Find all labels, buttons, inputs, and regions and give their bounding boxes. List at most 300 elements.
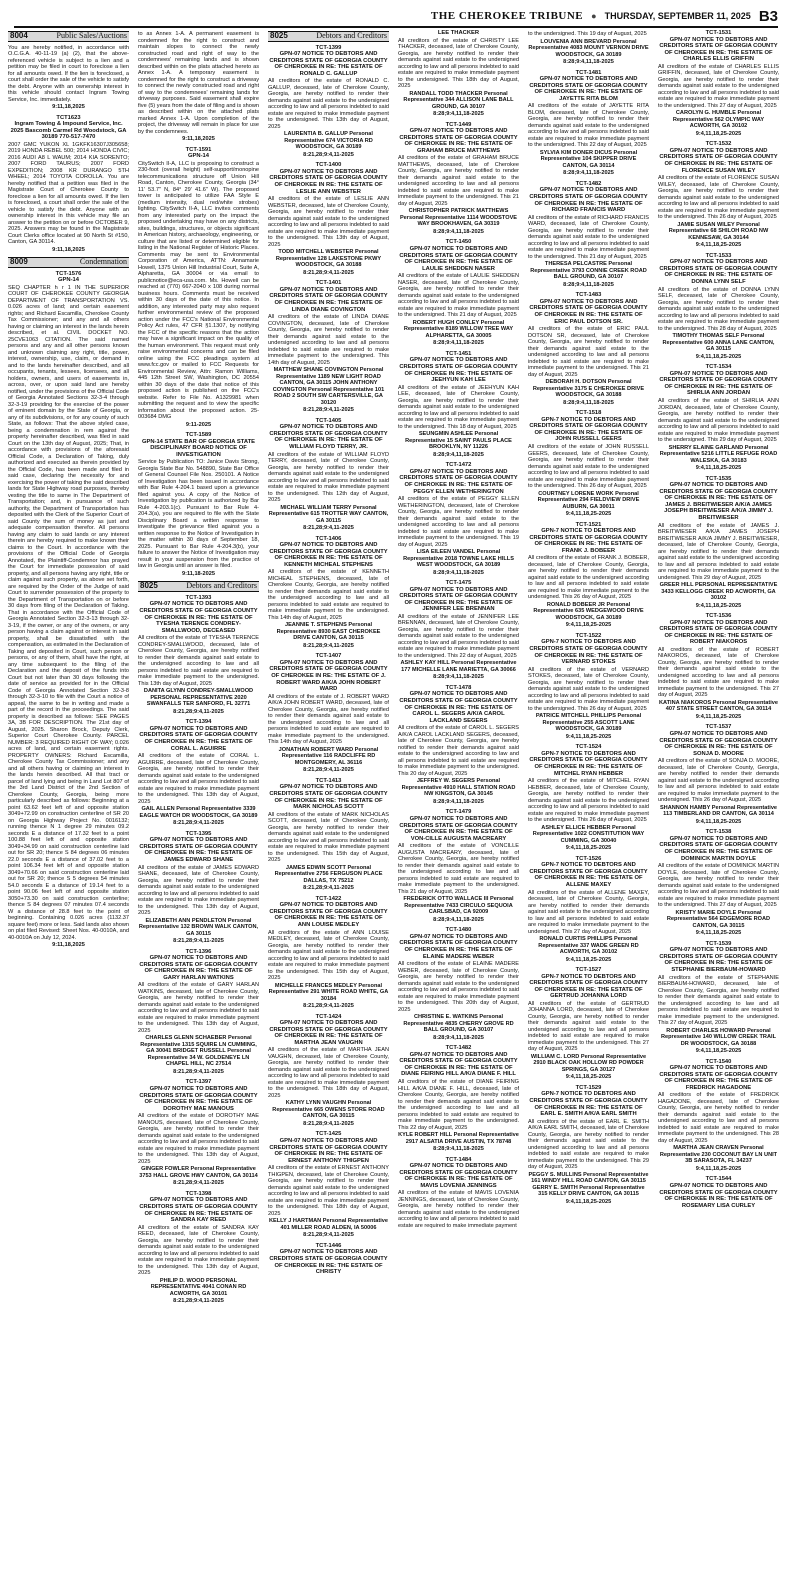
notice-run-dates: 9:4,11,18,25-2025 [695,353,742,360]
legal-notice [398,580,519,681]
notice-run-dates: 8:28;9:4,11,18-2025 [433,1146,484,1153]
notice-run-dates: 9:4,11,18,25-2025 [695,465,742,471]
separator-bullet-icon: ● [591,11,597,21]
notice-signature: ASHLEY ELLICE HEBBER Personal Representative 1022 CONSTITUTION WAY CUMMING, GA 30040 [532,824,645,844]
notice-id: TCT-1425 [315,1131,342,1138]
notice-id: TCT-1449 [445,121,472,128]
notice-id: TCT-1475 [445,580,472,587]
notice-body: All creditors of the estate of LESLIE ANN WEBSTER, deceased, late of Cherokee County, Georgia, are hereby notified to render their demands against said estate to the undersigned according to law and all persons indebted to said estate are required to make immediate payment to the undersigned. This 13th day of August, 2025 [268,196,389,248]
notice-run-dates: 9:11,18,2025 [52,246,85,253]
notice-body: All creditors of the estate of FLORENCE SUSAN WILEY, deceased, late of Cherokee County, Georgia, are hereby notified to render their demands against said estate to the undersigned according to law and all persons indebted to said estate are required to make immediate payment to the undersigned. This 26 day of August, 2025 [658,175,779,221]
notice-heading: GPN-7 NOTICE TO DEBTORS AND CREDITORS STATE OF GEORGIA COUNTY OF CHEROKEE IN RE: THE ESTATE OF GERTRUD JOHANNA LORD [529,973,648,1000]
notice-body: All creditors of the estate of TYESHA TERENCE CONDREY-SMALLWOOD, deceased, late of Cherokee County, Georgia, are hereby notified to render their demands against said estate to the undersigned according to law and all persons indebted to said estate are required to make immediate payment to the undersigned. This 13th day of August, 2025 [138,635,259,687]
legal-notice [658,141,779,248]
notice-id: TCT-1538 [705,829,732,836]
notice-heading: GPN-07 NOTICE TO DEBTORS AND CREDITORS STATE OF GEORGIA COUNTY OF CHEROKEE IN RE: THE ESTATE OF JAMES EDWARD SHANE [139,837,258,863]
legal-notice [398,351,519,458]
notice-heading: GPN-14 STATE BAR OF GEORGIA STATE DISCIPLINARY BOARD NOTICE OF INVESTIGATION [141,438,256,458]
section-header [138,581,259,592]
notice-id: TCT-1405 [315,417,342,424]
notice-signature: RONALD CURTIS PHILLIPS Personal Representative 337 WADE GREEN RD ACWORTH, GA 30102 [538,936,639,955]
legal-notice [138,1191,259,1305]
notice-body: All creditors of the estate of LAULIE SHEDDEN NASER, deceased, late of Cherokee County, Georgia, are hereby notified to render their demands against said estate to the undersigned according to law and all persons indebted to said estate are required to make immediate payment to the undersigned. This 21 day of August, 2025 [398,273,519,319]
notice-heading: GPN-07 NOTICE TO DEBTORS AND CREDITORS STATE OF GEORGIA COUNTY OF CHEROKEE IN RE: THE ESTATE OF FLORENCE SUSAN WILEY [659,147,778,174]
notice-id: TCT-1484 [445,1156,472,1163]
legal-notice [398,685,519,805]
notice-body: Service by Publication TO: Janice Davis Strong, Georgia State Bar No. 548890, State Bar Office of General Counsel File Nos. 250101. A Notice of Investigation has been issued in accordance with Bar Rule 4-204.1 based upon a grievance filed against you. A copy of the Notice of Investigation by publication is authorized by Bar Rule 4-203.1(c). Pursuant to Bar Rule 4-204.3(a), you are required to file with the State Disciplinary Board a written response to investigate the grievance filed against you a written response to the Notice of Investigation in the matter within 30 days of September 18, 2025. Pursuant to Bar Rule 4-204.3(b), your failure to answer the Notice of Investigation may result in your suspension from the practice of law in Georgia until an answer is filed. [138,459,259,570]
legal-notice [138,432,259,577]
legal-notice [658,253,779,360]
notice-body: All creditors of the estate of MARTHA JEAN VAUGHN, deceased, late of Cherokee County, Georgia, are hereby notified to render their demands against said estate to the undersigned according to law and all persons indebted to said estate are required to make immediate payment to the undersigned. This 18th day of August, 2025 [268,1047,389,1099]
notice-run-dates: 8:21,28;9:4,11-2025 [173,1180,224,1187]
notice-body: to as Annex 1-A. A permanent easement is condemned for the right to construct and maintain slopes to connect the newly constructed road and right of way to the condemnees' remaining lands and is shown described within on the plats attached hereto as Annex 1-A. A temporary easement is condemned for the right to construct a driveway to connect the newly constructed road and right of way to the condemnees' remaining lands for driveway purposes. Said easement shall expire five (5) years from the date of filing and is shown as described within on the attached plats marked Annex 1-A. Upon completion of the project, the driveway will remain in place for use by the condemnees. [138,31,259,135]
notice-signature: CAROLYN G. HUMBLE Personal Representative 562 OLYMPIC WAY ACWORTH, GA 30102 [672,110,765,130]
legal-notice [138,147,259,429]
notice-run-dates: 8:28;9:4,11,18-2025 [433,340,484,347]
notice-body: All creditors of the estate of JENNIFER LEE BRENNAN, deceased, late of Cherokee County, Georgia, are hereby notified to render their demands against said estate to the undersigned according to law and all persons indebted to said estate are required to make immediate payment to the undersigned. This 22 day of August, 2025 [398,613,519,659]
notice-body: All creditors of the estate of GRAHAM BRUCE MATTHEWS, deceased, late of Cherokee County, Georgia, are hereby notified to render their demands against said estate to the undersigned according to law and all persons indebted to said estate are required to make immediate payment to the undersigned. This 21 day of August, 2025 [398,155,519,207]
legal-notice [658,724,779,825]
notice-body: All creditors of the estate of JAMES J. BREITWIESER A/K/A JAMES JOSEPH BREITWIESER A/K/A JIMMY J. BREITWIESER, deceased, late of Cherokee County, Georgia, are hereby notified to render their demands against said estate to the undersigned according to law and all persons indebted to said estate are required to make immediate payment to the undersigned. This 29 day of August, 2025 [658,522,779,581]
notice-signature: ASHLEY KAY HILL Personal Representative 177 MICHELLE LANE MARIETTA, GA 30066 [400,660,517,673]
notice-id: TCT-1401 [315,280,342,287]
notice-id: TCT-1539 [705,940,732,947]
notice-signature: JAMES EDWIN SCOTT Personal Representative 2756 FERGUSON PLACE DALLAS, TX 75212 [274,864,383,884]
notice-body: All creditors of the estate of DOROTHY MAE MANOUS, deceased, late of Cherokee County, Georgia, are hereby notified to render their demands against said estate to the undersigned according to law and all persons indebted to said estate are required to make immediate payment to the undersigned. This 13th day of August, 2025 [138,1113,259,1165]
notice-signature: CHARLES GLENN SCHAEBER Personal Representative 1315 SQUIRE LN CUMMING, GA 30041 BRIDGET RUSSELL Personal Representative 34 W. GOLDENEYE LN CHAPEL HILL, NC 27514 [140,1035,257,1068]
notice-id: TCT-1591 [185,146,212,153]
notice-run-dates: 9:11,18,2025 [52,942,85,949]
notice-signature: GINGER FOWLER Personal Representative 3753 HALL GROVE HWY CANTON, GA 30114 [139,1166,258,1179]
notice-id: TCT-1397 [185,1079,212,1086]
notice-run-dates: 9:11,18,2025 [52,104,85,110]
legal-notice [658,829,779,936]
notice-run-dates: 8:21,28;9:4,11-2025 [173,938,224,945]
notice-id: TCT-1400 [315,162,342,169]
notice-heading: GPN-07 NOTICE TO DEBTORS AND CREDITORS STATE OF GEORGIA COUNTY OF CHEROKEE IN RE: THE ESTATE OF RICHARD FRANCIS WARD [529,187,648,214]
notice-signature: ROBERT HUGH CONLEY Personal Representative 8189 WILLOW TREE WAY ALPHARETTA, GA 30005 [403,319,514,339]
notice-signature: SHANNON HAMBY Personal Representative 113 TIMBERLAND DR CANTON, GA 30114 [659,804,778,818]
notice-id: TCT-1522 [575,632,602,639]
legal-notice [528,633,649,740]
notice-signature: MICHAEL WILLIAM TERRY Personal Representative 615 TROTTER WAY CANTON, GA 30115 [268,504,389,524]
notice-heading: GPN-7 NOTICE TO DEBTORS AND CREDITORS STATE OF GEORGIA COUNTY OF CHEROKEE IN RE: THE ESTATE OF ALLENE MAXEY [529,862,648,888]
notice-heading: GPN-07 NOTICE TO DEBTORS AND CREDITORS STATE OF GEORGIA COUNTY OF CHEROKEE IN RE: THE ESTATE OF ELAINE MADERE WEBER [399,933,518,960]
notice-signature: SYLVIA KIM DONER DICUS Personal Representative 104 SKIPPER DRIVE CANTON, GA 30114 [539,149,638,169]
notice-run-dates: 9:4,11,18,25-2025 [695,1048,742,1055]
notice-run-dates: 8:21,28;9:4,11-2025 [303,767,354,774]
notice-id: TCT-1482 [445,1045,472,1052]
notice-heading: GPN-07 NOTICE TO DEBTORS AND CREDITORS STATE OF GEORGIA COUNTY OF CHEROKEE IN RE: THE ESTATE OF GRAHAM BRUCE MATTHEWS [399,128,518,154]
notice-run-dates: 9:4,11,18,25-2025 [565,622,612,629]
legal-notice [398,239,519,346]
notice-run-dates: 8:28;9:4,11,18-2025 [433,674,484,681]
notice-signature: JAMIE SUSAN WILEY Personal Representative 68 SHILOH ROAD NW KENNESAW, GA 30144 [668,221,769,241]
notice-heading: GPN-07 NOTICE TO DEBTORS AND CREDITORS STATE OF GEORGIA COUNTY OF CHEROKEE IN RE: THE ESTATE OF DOMINICK MARTIN DOYLE [659,835,778,862]
notice-id: TCT-1518 [575,410,602,417]
notice-id: TCT-1533 [705,252,732,259]
notice-heading: GPN-7 NOTICE TO DEBTORS AND CREDITORS STATE OF GEORGIA COUNTY OF CHEROKEE IN RE: THE ESTATE OF MITCHEL RYAN HEBBER [529,750,648,777]
column-4 [398,30,519,1578]
notice-signature: JEANNIE T. STEPHENS Personal Representative 8930 EAST CHEROKEE DRIVE CANTON, GA 30115 [276,622,381,642]
notice-id: TCT-1537 [705,724,732,731]
section-title: Condemnation [79,257,127,267]
legal-notice [138,949,259,1076]
notice-signature: SHERRY ELAINE GARLAND Personal Representative 5216 LITTLE REFUGE ROAD WALESKA, GA 30183 [659,444,778,464]
notice-run-dates: 9:4,11,18,25-2025 [695,130,742,137]
legal-notice [528,31,649,66]
notice-body: All creditors of the estate of RONALD C. GALLUP, deceased, late of Cherokee County, Georgia, are hereby notified to render their demands against said estate to the undersigned according to law and all persons indebted to said estate are required to make immediate payment to the undersigned. This 13th day of August, 2025 [268,78,389,130]
notice-signature: MARTHA JEAN CRAVEN Personal Representative 230 COCONUT BAY LN UNIT 3B SARASOTA, FL 34237 [659,1145,778,1165]
notice-signature: GREER HILL PERSONAL REPRESENTATIVE 3433 KELLOGG CREEK RD ACWORTH, GA 30102 [659,582,778,602]
notice-heading: GPN-7 NOTICE TO DEBTORS AND CREDITORS STATE OF GEORGIA COUNTY OF CHEROKEE IN RE: THE ESTATE OF EARL E. SMITH A/K/A EARL SMITH [529,1091,648,1118]
notice-heading: GPN-07 NOTICE TO DEBTORS AND CREDITORS STATE OF GEORGIA COUNTY OF CHEROKEE IN RE: THE ESTATE OF TYESHA TERENCE CONDREY-SMALLWOOD, DECEASED [139,601,258,634]
notice-run-dates: 9:11,18-2025 [182,570,215,577]
column-1 [8,30,129,1578]
notice-id: TCT-1407 [315,653,342,660]
issue-date: THURSDAY, SEPTEMBER 11, 2025 [604,11,751,21]
notice-signature: COURTNEY LORENE WORK Personal Representative 294 FIELDVIEW DRIVE AUBURN, GA 30011 [537,490,640,510]
notice-run-dates: 9:4,11,18,25-2025 [565,956,612,963]
notice-body: All creditors of the estate of JAYETTE RITA BLOM, deceased, late of Cherokee County, Georgia, are hereby notified to render their demands against said estate to the undersigned according to law and all persons indebted to said estate are required to make immediate payment to the undersigned. This 22 day of August, 2025 [528,103,649,149]
legal-notice [658,1176,779,1209]
notice-heading: GPN-07 NOTICE TO DEBTORS AND CREDITORS STATE OF GEORGIA COUNTY OF CHEROKEE IN RE: THE ESTATE OF MAVIS LOVENIA JENNINGS [399,1163,518,1189]
notice-body: All creditors of the estate of JEEHYUN KAH LEE, deceased, late of Cherokee County, Georgia, are hereby notified to render their demands against said estate to the undersigned according to law and all persons indebted to said estate are required to make immediate payment to the undersigned. This 18 day of August, 2025 [398,384,519,430]
notice-run-dates: 8:28;9:4,11,18-2025 [433,798,484,805]
notice-body: All creditors of the estate of CAROL L. SEGERS A/K/A CAROL LACKLAND SEGERS, deceased, late of Cherokee County, Georgia, are hereby notified to render their demands against said estate to the undersigned according to law and all persons indebted to said estate are required to make immediate payment to the undersigned. This 20 day of August, 2025 [398,725,519,777]
notice-heading: GPN-07 NOTICE TO DEBTORS AND CREDITORS STATE OF GEORGIA COUNTY OF CHEROKEE IN RE: THE ESTATE OF ERNEST ANTHONY THIGPEN [269,1137,388,1164]
notice-run-dates: 8:28;9:4,11,18-2025 [433,451,484,458]
legal-notice [658,476,779,610]
notice-heading: GPN-07 NOTICE TO DEBTORS AND CREDITORS STATE OF GEORGIA COUNTY OF CHEROKEE IN RE: THE ESTATE OF CHRISTY [269,1249,388,1276]
notice-heading: GPN-07 NOTICE TO DEBTORS AND CREDITORS STATE OF GEORGIA COUNTY OF CHEROKEE IN RE: THE ESTATE OF STEPHANIE BIERBAUM-HOWARD [659,947,778,973]
notice-signature: JONATHAN ROBERT WARD Personal Representative 116 RADCLIFFE RD MONTGOMERY, AL 36116 [278,746,379,766]
notice-id: TCT-1478 [445,684,472,691]
notice-body: 2007 GMC YUKON XL 1GKFK16307J305658; 2019 HONDA REBEL 500; 2014 HONDA CIVIC; 2016 AUDI A8 L WAUM; 2014 KIA SORENTO; 2007 FORD TAURUS; 2007 FORD EXPEDITION; 2008 KR DURANGO 5TH WHEEL; 2014 TOYOTA COROLLA. You are hereby notified that a petition was filed in the Magistrate Court of Cherokee County to foreclose a lien for all amounts owed. If the lien is foreclosed, a court shall order the sale of the vehicle to satisfy the debt. Anyone with an ownership interest in this vehicle may file an answer to the petition on or before OCTOBER 9, 2025. Answers may be found in the Magistrate Court Clerks office located at 90 North St #150, Canton, GA 30114. [8,141,129,246]
notice-run-dates: 8:21,28;9:4,11-2025 [173,1298,224,1305]
notice-body: All creditors of the estate of SHIRLIA ANN JORDAN, deceased, late of Cherokee County, Georgia, are hereby notified to render their demands against said estate to the undersigned according to law and all persons indebted to said estate are required to make immediate payment to the undersigned. This 29 day of August, 2025 [658,398,779,443]
legal-notice [398,462,519,576]
notice-signature: MATTHEW SHANE COVINGTON Personal Representative 1189 NEW LIGHT ROAD CANTON, GA 30115 JOHN ANTHONY COVINGTON Personal Representative 101 ROAD 2 SOUTH SW CARTERSVILLE, GA 30120 [272,367,385,406]
legal-notice [398,122,519,236]
legal-notice [268,536,389,650]
notice-heading: GPN-07 NOTICE TO DEBTORS AND CREDITORS STATE OF GEORGIA COUNTY OF CHEROKEE IN RE: THE ESTATE OF JAMES J. BREITWIESER A/K/A JAMES JOSEPH BREITWIESER A/K/A JIMMY J. BREITWIESER [659,482,778,521]
notice-body: All creditors of the estate of CHARLES ELLIS GRIFFIN, deceased, late of Cherokee County, Georgia, are hereby notified to render their demands against said estate to the undersigned according to law and all persons indebted to said estate are required to make immediate payment to the undersigned. This 27 day of August, 2025 [658,63,779,109]
notice-body: All creditors of the estate of CORAL L. AGUIRRE, deceased, late of Cherokee County, Georgia, are hereby notified to render their demands against said estate to the undersigned according to law and all persons indebted to said estate are required to make immediate payment to the undersigned. This 13th day of August, 2025 [138,753,259,805]
notice-id: TCT-1482 [575,180,602,187]
notice-heading: GPN-07 NOTICE TO DEBTORS AND CREDITORS STATE OF GEORGIA COUNTY OF CHEROKEE IN RE: THE ESTATE OF RONALD C. GALLUP [269,51,388,77]
notice-body: All creditors of the estate of LINDA DIANE COVINGTON, deceased, late of Cherokee County, Georgia, are hereby notified to render their demands against said estate to the undersigned according to law and all persons indebted to said estate are required to make immediate payment to the undersigned. This 14th day of August, 2025 [268,314,389,366]
notice-run-dates: 8:21,28;9:4,11-2025 [173,708,224,715]
notice-heading: LEE THACKER [437,30,480,36]
notice-body: All creditors of the estate of ERIC PAUL DOTSON SR, deceased, late of Cherokee County, Georgia, are hereby notified to render their demands against said estate to the undersigned according to law and all persons indebted to said estate are required to make immediate payment to the undersigned. This 21 day of August, 2025 [528,326,649,378]
notice-id: TCT-1483 [575,292,602,299]
notice-id: TCT-1450 [445,239,472,246]
notice-signature: DEBORAH H. DOTSON Personal Representative 3175 E CHEROKEE DRIVE WOODSTOCK, GA 30188 [532,379,645,399]
legal-notice [528,70,649,177]
notice-id: TCT-1398 [185,1190,212,1197]
notice-body: All creditors of the estate of GARY HARLAN WATKINS, deceased, late of Cherokee County, Georgia, are hereby notified to render their demands against said estate to the undersigned according to law and all persons indebted to said estate are required to make immediate payment to the undersigned. This 13th day of August, 2025 [138,982,259,1034]
notice-run-dates: 8:28;9:4,11,18-2025 [563,399,614,406]
notice-id: TCT-1480 [445,927,472,934]
notice-signature: KATHY LYNN VAUGHN Personal Representative 665 OWENS STORE ROAD CANTON, GA 30115 [272,1100,385,1120]
notice-body: All creditors of the estate of PEGGY ELLEN WETHERINGTON, deceased, late of Cherokee County, Georgia, are hereby notified to render their demands against said estate to the undersigned according to law and all persons indebted to said estate are required to make immediate payment to the undersigned. This 19 day of August, 2025 [398,496,519,548]
notice-run-dates: 9:11-2025 [185,421,212,428]
column-5 [528,30,649,1578]
notice-heading: GPN-07 NOTICE TO DEBTORS AND CREDITORS STATE OF GEORGIA COUNTY OF CHEROKEE IN RE: THE ESTATE OF SHIRLIA ANN JORDAN [659,370,778,397]
notice-signature: ROBERT CHARLES HOWARD Personal Representative 140 WILLOW CREEK TRAIL DR WOODSTOCK, GA 30188 [660,1027,776,1047]
notice-body: All creditors of the estate of KENNETH MICHEAL STEPHENS, deceased, late of Cherokee County, Georgia, are hereby notified to render their demands against said estate to the undersigned according to law and all persons indebted to said estate are required to make immediate payment to the undersigned. This 14th day of August, 2025 [268,569,389,621]
notice-signature: FREDERICK OTTO WALLACE III Personal Representative 7433 CIRCULO SEQUOIA CARLSBAD, CA 92009 [403,896,514,916]
notice-signature: RANDALL TODD THACKER Personal Representative 344 ALLISON LANE BALL GROUND, GA 30107 [403,90,514,110]
legal-notice [528,856,649,963]
notice-signature: GAIL ALLEN Personal Representative 3339 EAGLE WATCH DR WOODSTOCK, GA 30189 [139,806,258,819]
notice-signature: LAURENTIA B. GALLUP Personal Representative 674 VICTORIA RD WOODSTOCK, GA 30189 [284,131,373,151]
notice-body: All creditors of the estate of MITCHEL RYAN HEBBER, deceased, late of Cherokee County, Georgia, are hereby notified to render their demands against said estate to the undersigned according to law and all persons indebted to said estate are required to make immediate payment to the undersigned. This 26 day of August, 2025 [528,778,649,824]
notice-run-dates: 9:4,11,18,25-2025 [695,242,742,249]
notice-id: TCT-1524 [575,744,602,751]
notice-id: TCT-1540 [705,1058,732,1065]
legal-notice [398,809,519,923]
notice-signature: WILLIAM C. LORD Personal Representative 2910 BLACK OAK HOLLOW RD POWDER SPRINGS, GA 30127 [530,1053,647,1073]
notice-body: All creditors of the estate of ANN LOUISE MEDLEY, deceased, late of Cherokee County, Georgia, are hereby notified to render their demands against said estate to the undersigned according to law and all persons indebted to said estate are required to make immediate payment to the undersigned. This 15th day of August, 2025 [268,929,389,982]
notice-id: TCT-1529 [575,1084,602,1091]
newspaper-title: THE CHEROKEE TRIBUNE [430,10,584,22]
legal-notice [268,418,389,532]
notice-run-dates: 8:21,28;9:4,11-2025 [303,269,354,276]
notice-heading: GPN-07 NOTICE TO DEBTORS AND CREDITORS STATE OF GEORGIA COUNTY OF CHEROKEE IN RE: THE ESTATE OF VON-CILLE AUGUSTA MACREARY [399,815,518,842]
notice-run-dates: 9:4,11,18,25-2025 [695,713,742,720]
section-number: 8025 [270,31,288,40]
notice-body: CitySwitch II-A, LLC is proposing to construct a 230-foot (overall height) self-support/monopine telecommunications structure off Union Hill Road, Canton, Cherokee County, Georgia (34° 11' 53.7" N, 84° 29' 41.6" W). The proposed tower is anticipated to utilize FAA Style E (medium intensity, dual red/white strobes) lighting. CitySwitch II-A, LLC invites comments from any interested party on the impact the proposed undertaking may have on any districts, sites, buildings, structures, or objects significant in American history, archaeology, engineering, or culture that are listed or determined eligible for listing in the National Register of Historic Places. Comments may be sent to Environmental Corporation of America, ATTN: Annamarie Howell, 1375 Union Hill Industrial Court, Suite A, Alpharetta, GA 30004 or via email to publicnotice@eca-usa.com. Ms. Howell can be reached at (770) 667-2040 x 108 during normal business hours. Comments must be received within 30 days of the date of this notice. In addition, any interested party may also request further environmental review of the proposed action under the FCC's National Environmental Policy Act rules, 47 CFR §1.1307, by notifying the FCC of the specific reasons that the action may have a significant impact on the quality of the human environment. This request must only raise environmental concerns and can be filed online using the FCC pleadings system at www.fcc.gov or mailed to FCC Requests for Environmental Review, Attn: Ramon Williams, 445 12th Street SW, Washington, DC 20554 within 30 days of the date that notice of this proposed action is published on the FCC's website. Refer to File No. A1329981 when submitting the request and to view the specific information about the proposed action. 25-003684 DMG [138,160,259,421]
legal-notice [268,653,389,773]
notice-id: TCT-1532 [705,141,732,148]
notice-signature: CHRISTINE E. WATKINS Personal Representative 4835 CHERRY GROVE RD BALL GROUND, GA 30107 [403,1014,514,1034]
legal-notice [528,1085,649,1205]
legal-notice [268,778,389,892]
notice-body: All creditors of the estate of ALLENE MAXEY, deceased, late of Cherokee County, Georgia, are hereby notified to render their demands against said estate to the undersigned according to law and all persons indebted to said estate are required to make immediate payment to the undersigned. This 27 day of August, 2025 [528,889,649,935]
notice-id: TCT-1526 [575,855,602,862]
notice-run-dates: 8:28;9:4,11,18-2025 [433,111,484,118]
legal-notice [268,1131,389,1238]
legal-notice [658,1059,779,1173]
notice-signature: RONALD BOBEER JR Personal Representative 635 WEDGEWOOD DRIVE WOODSTOCK, GA 30189 [533,601,644,621]
section-title: Debtors and Creditors [316,31,387,40]
legal-notice [8,45,129,111]
notice-run-dates: 8:28;9:4,11,18-2025 [433,916,484,923]
column-6 [658,30,779,1578]
notice-body: All creditors of the estate of MAVIS LOVENIA JENNINGS, deceased, late of Cherokee County, Georgia, are hereby notified to render their demands against said estate to the undersigned according to law and all persons indebted to said estate are required to make immediate payment [398,1190,519,1229]
notice-run-dates: 8:28;9:4,11,18-2025 [563,170,614,177]
notice-heading: GPN-07 NOTICE TO DEBTORS AND CREDITORS STATE OF GEORGIA COUNTY OF CHEROKEE IN RE: THE ESTATE OF DOROTHY MAE MANOUS [139,1085,258,1112]
notice-signature: PHILIP D. WOOD PERSONAL REPRESENTATIVE 4041 CONAN RD ACWORTH, GA 30101 [150,1277,247,1297]
notice-heading: GPN-07 NOTICE TO DEBTORS AND CREDITORS STATE OF GEORGIA COUNTY OF CHEROKEE IN RE: THE ESTATE OF ROBERT NIAKOROS [659,619,778,646]
notice-heading: GPN-07 NOTICE TO DEBTORS AND CREDITORS STATE OF GEORGIA COUNTY OF CHEROKEE IN RE: THE ESTATE OF DIANE FEIRING HILL A/K/A DIANE F. HILL [399,1051,518,1078]
notice-run-dates: 8:28;9:4,11,18-2025 [433,1034,484,1041]
notice-signature: ELIZABETH ANN PENDLETON Personal Representative 132 BROWN WALK CANTON, GA 30115 [138,917,259,937]
notice-body: SEQ CHAPTER h r 1 IN THE SUPERIOR COURT OF CHEROKEE COUNTY GEORGIA DEPARTMENT OF TRANSPORTATION VS. 0.026 acres of land; and certain easement rights; and Richard Escamilla, Cherokee County Tax Commissioner; and any and all others having or claiming an interest in the lands herein described, et al. CIVIL DOCKET NO. 25CVE1063 CITATION. The said named persons and any and all other persons known and unknown claiming any right, title, power, interest, ownership, use, claim, or demand in and to the lands hereinafter described, and all occupants, tenants, lessees, licensees, and all holders, owners, and users of easements in, across, over, or upon said land are hereby notified, under the provisions of the Official Code of Georgia Annotated Sections 32-3-4 through 32-3-19 providing for the exercise of the power of eminent domain by the State of Georgia, or any of its subdivisions, or for any county of such State, as follows: That the above styled case, being a condemnation in rem against the property hereinafter described, was filed in said Court on the 13th day of August, 2025; That, in accordance with provisions of the aforesaid Official Code, a Declaration of Taking, duly authorized and executed as therein provided by the Official Code, has been made and filed in said case, declaring the necessity for and exercising the power of taking the said described lands for State Highway road purposes, thereby vesting the title to same in The Department of Transportation; and, in pursuance of such authority, the Department of Transportation has deposited with the Clerk of the Superior Court of said County the sum of money as just and adequate compensation therefor. All persons having any claim to said lands or any interest therein are hereby required to make known their claims to the Court. In accordance with the provisions of the Official Code of Georgia Annotated, the Plaintiff-Condemnor has prayed the Court for immediate possession of said property, and all persons having any right, title or claim against such property, as above set forth, are required by the Order of the Judge of said Court to surrender possession of the property to the Department of Transportation on or before 30 days from filing of the Declaration of Taking. That in accordance with the Official Code of Georgia Annotated Section 32-3-13 through 32-3-19, if the owner, or any of the owners, or any person having a claim against or interest in said property, shall be dissatisfied with the compensation, as estimated in the Declaration of Taking and deposited in Court, such person or persons, or any of them, shall have the right, at any time subsequent to the filing of the Declaration and the deposit of the funds into Court but not later than 30 days following the date of service as provided for in the Official Code of Georgia Annotated Section 32-3-8 through 32-3-10 to file with the Court a notice of appeal, the same to be in writing and made a part of the record in the proceedings. The said property is described as follows: SEE PAGES 3A, 3B FOR DESCRIPTION. The 21st day of August, 2025. Sharon Brock, Deputy Clerk, Superior Court Cherokee County. PARCEL NUMBER: 3 REQUIRED RIGHT OF WAY; 0.026 acres of land, and certain easement rights. PROPERTY OWNERS: Richard Escamilla, Cherokee County Tax Commissioner; and any and all others having or claiming an interest in the lands herein described. All that tract or parcel of land lying and being in Land Lot 807 of the 3rd Land District of the 2nd Section of Cherokee County, Georgia, being more particularly described as follows: Beginning at a point 63.62 feet left of and opposite station 3049+72.99 on construction centerline of SR 20 on Georgia Highway Project No. 0016132; running thence N 1 degree 29 minutes 09.2 seconds E a distance of 17.32 feet to a point 100.88 feet left of and opposite station 3049+34.99 on said construction centerline laid out for SR 20; thence S 84 degrees 06 minutes 22.0 seconds E a distance of 37.02 feet to a point 106.34 feet left of and opposite station 3049+70.66 on said construction centerline laid out for SR 20; thence S 5 degrees 54 minutes 54.0 seconds E a distance of 19.14 feet to a point 90.06 feet left of and opposite station 3050+73.30 on said construction centerline; thence S 84 degrees 07 minutes 07.4 seconds W a distance of 28.8 feet to the point of beginning. Containing 0.026 acres (1132.37 square feet) more or less. Said lands also shown on plat filed Revised: Sheet Nos. 40-0010A, and 40-0010A on July 12, 2024. [8,284,129,941]
notice-id: TCT-1472 [445,462,472,469]
notice-id: TCT-1399 [315,44,342,51]
section-header [268,31,389,42]
notice-body: All creditors of the estate of VONCILLE AUGUSTA MACREARY, deceased, late of Cherokee County, Georgia, are hereby notified to render their demands against said estate to the undersigned according to law and all persons indebted to said estate are required to make immediate payment to the undersigned. This 21 day of August, 2025 [398,843,519,895]
notice-id: TCT-1589 [185,432,212,439]
notice-run-dates: 9:4,11,18,25-2025 [565,845,612,852]
legal-notice [8,115,129,254]
section-header [8,257,129,268]
notice-id: TCT-1413 [315,777,342,784]
notice-run-dates: 9:4,11,18,25-2025 [565,733,612,740]
notice-heading: GPN-07 NOTICE TO DEBTORS AND CREDITORS STATE OF GEORGIA COUNTY OF CHEROKEE IN RE: THE ESTATE OF SANDRA KAY REED [139,1197,258,1224]
notice-body: All creditors of the estate of GERTRUD JOHANNA LORD, deceased, late of Cherokee County, Georgia, are hereby notified to render their demands against said estate to the undersigned according to law and all persons indebted to said estate are required to make immediate payment to the undersigned. This 27 day of August, 2025 [528,1000,649,1053]
notice-run-dates: 8:28;9:4,11,18-2025 [563,281,614,288]
notice-body: All creditors of the estate of WILLIAM FLOYD TERRY, deceased, late of Cherokee County, Georgia, are hereby notified to render their demands against said estate to the undersigned according to law and all persons indebted to said estate are required to make immediate payment to the undersigned. This 12th day of August, 2025 [268,451,389,503]
notice-run-dates: 9:4,11,18,25-2025 [565,1074,612,1081]
notice-run-dates: 8:21,28;9:4,11-2025 [303,525,354,531]
notice-heading: GPN-07 NOTICE TO DEBTORS AND CREDITORS STATE OF GEORGIA COUNTY OF CHEROKEE IN RE: THE ESTATE OF JEEHYUN KAH LEE [399,357,518,384]
legal-notice [268,45,389,159]
notice-heading: GPN-07 NOTICE TO DEBTORS AND CREDITORS STATE OF GEORGIA COUNTY OF CHEROKEE IN RE: THE ESTATE OF MARTHA JEAN VAUGHN [269,1020,388,1046]
section-header [8,31,129,42]
notice-body: All creditors of the estate of SONJA D. MOORE, deceased, late of Cherokee County, Georgia, are hereby notified to render their demands against said estate to the undersigned according to law and all persons indebted to said estate are required to make immediate payment to the undersigned. This 26 day of August, 2025 [658,758,779,804]
notice-id: TCT-1531 [705,30,732,36]
notice-id: TCT-1481 [575,69,602,76]
notice-id: TCT-1536 [705,613,732,620]
legal-notice [138,595,259,715]
notice-run-dates: 9:4,11,18,25-2025 [565,511,612,517]
notice-body: All creditors of the estate of J. ROBERT WARD A/K/A JOHN ROBERT WARD, deceased, late of Cherokee County, Georgia, are hereby notified to render their demands against said estate to the undersigned according to law and all persons indebted to said estate are required to make immediate payment to the undersigned. This 14th day of August, 2025 [268,693,389,746]
notice-body: All creditors of the estate of RICHARD FRANCIS WARD, deceased, late of Cherokee County, Georgia, are hereby notified to render their demands against said estate to the undersigned according to law and all persons indebted to said estate are required to make immediate payment to the undersigned. This 21 day of August, 2025 [528,214,649,260]
legal-notice [398,30,519,118]
notice-run-dates: 8:21,28;9:4,11-2025 [173,1068,224,1075]
section-title: Public Sales/Auctions [56,31,127,40]
notice-body: All creditors of the estate of EARL E. SMITH A/K/A EARL SMITH, deceased, late of Cherokee County, Georgia, are hereby notified to render their demands against said estate to the undersigned according to law and all persons indebted to said estate are required to make immediate payment to the undersigned. This 29 day of August, 2025 [528,1118,649,1171]
notice-heading: GPN-07 NOTICE TO DEBTORS AND CREDITORS STATE OF GEORGIA COUNTY OF CHEROKEE IN RE: THE ESTATE OF JENNIFER LEE BRENNAN [399,586,518,613]
notice-id: TCT-1521 [575,521,602,528]
notice-signature: MICHELLE FRANCES MEDLEY Personal Representative 291 WHITE ROAD WHITE, GA 30184 [268,982,389,1002]
notice-heading: GPN-07 NOTICE TO DEBTORS AND CREDITORS STATE OF GEORGIA COUNTY OF CHEROKEE IN RE: THE ESTATE OF DONNA LYNN SELF [659,259,778,286]
notice-heading: GPN-07 NOTICE TO DEBTORS AND CREDITORS STATE OF GEORGIA COUNTY OF CHEROKEE IN RE: THE ESTATE OF CAROL L. SEGERS A/K/A CAROL LACKLAND SEGERS [399,691,518,724]
notice-body: All creditors of the estate of SANDRA KAY REED, deceased, late of Cherokee County, Georgia, are hereby notified to render their demands against said estate to the undersigned according to law and all persons indebted to said estate are required to make immediate payment to the undersigned. This 13th day of August, 2025 [138,1224,259,1277]
notice-body: All creditors of the estate of ROBERT NIAKOROS, deceased, late of Cherokee County, Georgia, are hereby notified to render their demands against said estate to the undersigned according to law and all persons indebted to said estate are required to make immediate payment to the undersigned. This 27 day of August, 2025 [658,646,779,699]
notice-heading: GPN-07 NOTICE TO DEBTORS AND CREDITORS STATE OF GEORGIA COUNTY OF CHEROKEE IN RE: THE ESTATE OF SONJA D. MOORE [659,730,778,757]
notice-heading: GPN-07 NOTICE TO DEBTORS AND CREDITORS STATE OF GEORGIA COUNTY OF CHEROKEE IN RE: THE ESTATE OF LESLIE ANN WEBSTER [269,168,388,195]
notice-signature: THERESA PELCASTRE Personal Representative 3793 CONNIE CREEK ROAD BALL GROUND, GA 30107 [530,261,647,281]
notice-id: TCT-1446 [315,1242,342,1249]
notice-signature: TIMOTHY THOMAS SELF Personal Representative 600 ANNA LANE CANTON, GA 30115 [662,333,775,353]
notice-body: All creditors of the estate of ERNEST ANTHONY THIGPEN, deceased, late of Cherokee County, Georgia, are hereby notified to render their demands against said estate to the undersigned according to law and all persons indebted to said estate are required to make immediate payment to the undersigned. This 18th day of August, 2025 [268,1165,389,1217]
notice-signature: KRISTY MARIE DOYLE Personal Representative 564 EDGEMORE ROAD CANTON, GA 30115 [666,909,771,929]
notice-run-dates: 9:4,11,18,25-2025 [565,1198,612,1205]
notice-run-dates: 8:21,28;9:4,11-2025 [173,820,224,827]
legal-notice [528,410,649,517]
notice-body: All creditors of the estate of JOHN RUSSELL GEERS, deceased, late of Cherokee County, Georgia, are hereby notified to render their demands against said estate to the undersigned according to law and all persons indebted to said estate are required to make immediate payment to the undersigned. This 26 day of August, 2025 [528,444,649,489]
legal-notice [658,30,779,137]
notice-signature: KYLE ROBERT HILL Personal Representative 2917 ALSATIA DRIVE AUSTIN, TX 78748 [398,1132,519,1145]
page-number: B3 [758,7,778,25]
notice-heading: GPN-07 NOTICE TO DEBTORS AND CREDITORS STATE OF GEORGIA COUNTY OF CHEROKEE IN RE: THE ESTATE OF LAULIE SHEDDEN NASER [399,245,518,272]
notice-run-dates: 8:21,28;9:4,11-2025 [303,151,354,158]
column-3 [268,30,389,1578]
legal-notice [528,522,649,629]
notice-signature: LISA EILEEN VANDEL Personal Representative 2018 TOWNE LAKE HILLS WEST WOODSTOCK, GA 30189 [403,549,514,569]
notice-run-dates: 8:21,28;9:4,11-2025 [303,407,354,414]
notice-heading: GPN-14 [188,153,209,159]
notice-signature: LOUVENIA ANN BREVARD Personal Representative 4083 MOUNT VERNON DRIVE WOODSTOCK, GA 30189 [528,38,649,58]
notice-body: All creditors of the estate of MARK NICHOLAS SCOTT, deceased, late of Cherokee County, Georgia, are hereby notified to render their demands against said estate to the undersigned according to law and all persons indebted to said estate are required to make immediate payment to the undersigned. This 15th day of August, 2025 [268,811,389,864]
notice-heading: GPN-7 NOTICE TO DEBTORS AND CREDITORS STATE OF GEORGIA COUNTY OF CHEROKEE IN RE: THE ESTATE OF JOHN RUSSELL GEERS [529,416,648,443]
notice-heading: GPN-07 NOTICE TO DEBTORS AND CREDITORS STATE OF GEORGIA COUNTY OF CHEROKEE IN RE: THE ESTATE OF ANN LOUISE MEDLEY [269,902,388,928]
notice-run-dates: 8:21,28;9:4,11-2025 [303,1120,354,1127]
notice-heading: Ingram Towing & Impound Service, Inc. 2025 Bascomb Carmel Rd Woodstock, GA 30189 770-517-7470 [10,121,127,141]
legal-notice [528,967,649,1081]
legal-notice [138,831,259,945]
legal-notice [268,896,389,1010]
section-number: 8025 [140,581,158,591]
notice-id: TCT-1406 [315,535,342,542]
notice-run-dates: 9:4,11,18,25-2025 [695,602,742,609]
notice-body: All creditors of the estate of JAMES EDWARD SHANE, deceased, late of Cherokee County, Georgia, are hereby notified to render their demands against said estate to the undersigned according to law and all persons indebted to said estate are required to make immediate payment to the undersigned. This 13th day of August, 2025 [138,864,259,917]
notice-id: TCT-1451 [445,350,472,357]
legal-notice [268,280,389,413]
notice-id: TCT-1394 [185,719,212,726]
notice-heading: GPN-7 NOTICE TO DEBTORS AND CREDITORS STATE OF GEORGIA COUNTY OF CHEROKEE IN RE: THE ESTATE OF VERNARD STOKES [529,639,648,666]
notice-id: TCT-1395 [185,830,212,837]
notice-id: TCT-1422 [315,895,342,902]
legal-notice [528,292,649,406]
notice-run-dates: 8:21,28;9:4,11-2025 [303,1003,354,1010]
notice-body: All creditors of the estate of DONNA LYNN SELF, deceased, late of Cherokee County, Georgia, are hereby notified to render their demands against said estate to the undersigned according to law and all persons indebted to said estate are required to make immediate payment to the undersigned. This 28 day of August, 2025 [658,286,779,332]
notice-heading: GPN-14 [58,277,79,284]
notice-body: to the undersigned. This 19 day of August, 2025 [528,31,647,37]
notice-heading: GPN-07 NOTICE TO DEBTORS AND CREDITORS STATE OF GEORGIA COUNTY OF CHEROKEE IN RE: THE ESTATE OF KENNETH MICHEAL STEPHENS [269,542,388,568]
notice-signature: DANITA GLYNN CONDREY-SMALLWOOD PERSONAL REPRESENTATIVE 2020 SWANFALLS TER SANFORD, FL 32771 [143,688,254,708]
notice-body: All creditors of the estate of STEPHANIE BIERBAUM-HOWARD, deceased, late of Cherokee County, Georgia, are hereby notified to render their demands against said estate to the undersigned according to law and all persons indebted to said estate are required to make immediate payment to the undersigned. This 27 day of August, 2025 [658,974,779,1027]
notice-heading: GPN-07 NOTICE TO DEBTORS AND CREDITORS STATE OF GEORGIA COUNTY OF CHEROKEE IN RE: THE ESTATE OF MARK NICHOLAS SCOTT [269,784,388,811]
notice-body: You are hereby notified, in accordance with O.C.G.A. 40-11-19 (a) (2), that the above-referenced vehicle is subject to a lien and a petition may be filed in court to foreclose a lien for all amounts owed. If the lien is foreclosed, a court shall order the sale of the vehicle to satisfy the debt. Anyone with an ownership interest in this vehicle should contact Ingram Towing Service, Inc. immediately. [8,44,129,103]
section-number: 8004 [10,31,28,40]
notice-body: All creditors of the estate of CHRISTY LEE THACKER, deceased, late of Cherokee County, Georgia, are hereby notified to render their demands against said estate to the undersigned according to law and all persons indebted to said estate are required to make immediate payment to the undersigned. This 18th day of August, 2025 [398,37,519,90]
notice-id: TCT-1535 [705,475,732,482]
notice-signature: TODD MITCHELL WEBSTER Personal Representative 128 LAKESTONE PKWY WOODSTOCK, GA 30188 [275,249,382,269]
section-number: 8009 [10,257,28,267]
notice-body: All creditors of the estate of FREDRICK HAGADONE, deceased, late of Cherokee County, Georgia, are hereby notified to render their demands against said estate to the undersigned according to law and all persons indebted to said estate are required to make immediate payment to the undersigned. This 28 day of August, 2025 [658,1092,779,1144]
notice-run-dates: 9:11,18,2025 [182,136,215,142]
notice-run-dates: 8:21,28;9:4,11-2025 [303,1232,354,1239]
notice-run-dates: 8:28;9:4,11,18-2025 [433,228,484,235]
notice-id: TCT-1527 [575,967,602,973]
notice-id: TCT-1479 [445,809,472,816]
notice-run-dates: 8:28;9:4,11,18-2025 [433,569,484,576]
notice-id: TCT-1396 [185,948,212,955]
legal-notice [268,1014,389,1128]
notice-signature: SEUNGMIN ASHLEE Personal Representative 15 SAINT PAULS PLACE BROOKLYN, NY 11226 [405,431,512,451]
notice-run-dates: 8:28;9:4,11,18-2025 [563,59,614,65]
notice-run-dates: 9:4,11,18,25-2025 [695,930,742,937]
legal-notice [8,271,129,949]
section-title: Debtors and Creditors [186,581,257,591]
notice-signature: PATRICE MITCHELL PHILLIPS Personal Representative 255 ASCOTT LANE WOODSTOCK, GA 30189 [535,713,642,733]
notice-body: All creditors of the estate of ELAINE MADERE WEBER, deceased, late of Cherokee County, Georgia, are hereby notified to render their demands against said estate to the undersigned according to law and all persons indebted to said estate are required to make immediate payment to the undersigned. This 20th day of August, 2025 [398,961,519,1013]
notice-heading: GPN-07 NOTICE TO DEBTORS AND CREDITORS STATE OF GEORGIA COUNTY OF CHEROKEE IN RE: THE ESTATE OF WILLIAM FLOYD TERRY, JR. [269,424,388,450]
notice-body: All creditors of the estate of DOMINICK MARTIN DOYLE, deceased, late of Cherokee County, Georgia, are hereby notified to render their demands against said estate to the undersigned according to law and all persons indebted to said estate are required to make immediate payment to the undersigned. This 27 day of August, 2025 [658,863,779,909]
legal-notice [658,364,779,471]
notice-id: TCT-1544 [705,1176,732,1183]
legal-notice [658,613,779,720]
notice-heading: GPN-07 NOTICE TO DEBTORS AND CREDITORS STATE OF GEORGIA COUNTY OF CHEROKEE IN RE: THE ESTATE OF JAYETTE RITA BLOM [529,76,648,102]
notice-run-dates: 8:21,28;9:4,11-2025 [303,885,354,892]
notice-heading: GPN-07 NOTICE TO DEBTORS AND CREDITORS STATE OF GEORGIA COUNTY OF CHEROKEE IN RE: THE ESTATE OF CHARLES ELLIS GRIFFIN [659,36,778,63]
